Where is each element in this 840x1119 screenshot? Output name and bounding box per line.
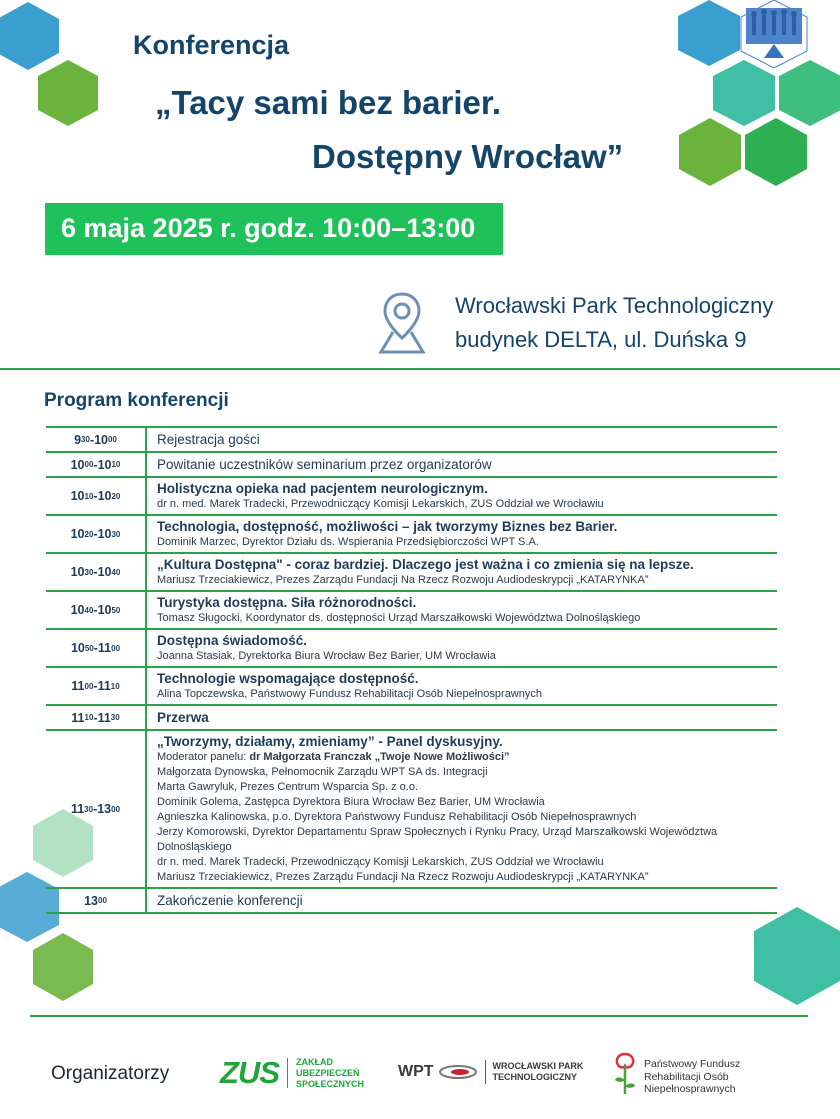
schedule-time: 11 10 - 11 30 bbox=[46, 706, 147, 729]
schedule-description bbox=[147, 453, 777, 476]
venue-line-1: Wrocławski Park Technologiczny bbox=[455, 293, 774, 318]
schedule-speaker: Agnieszka Kalinowska, p.o. Dyrektora Państwowy Fundusz Rehabilitacji Osób Niepełnosprawnych bbox=[157, 811, 637, 823]
schedule-description bbox=[147, 668, 777, 704]
wpt-logo-mark: WPT bbox=[398, 1063, 434, 1080]
wpt-logo-text: WROCŁAWSKI PARK TECHNOLOGICZNY bbox=[492, 1061, 584, 1082]
schedule-speaker: Mariusz Trzeciakiewicz, Prezes Zarządu Fundacji Na Rzecz Rozwoju Audiodeskrypcji „KATARYNKA” bbox=[157, 574, 649, 586]
schedule-time: 13 00 bbox=[46, 889, 147, 912]
pfron-flower-icon bbox=[612, 1050, 638, 1096]
schedule-speaker: Joanna Stasiak, Dyrektorka Biura Wrocław Bez Barier, UM Wrocławia bbox=[157, 650, 496, 662]
schedule-description bbox=[147, 554, 777, 590]
schedule-description bbox=[147, 630, 777, 666]
schedule-item-title: „Kultura Dostępna" - coraz bardziej. Dlaczego jest ważna i co zmienia się na lepsze. bbox=[157, 557, 694, 572]
hex-decoration-green-left bbox=[32, 933, 94, 1001]
organizers-label: Organizatorzy bbox=[51, 1063, 170, 1084]
schedule-description bbox=[147, 706, 777, 729]
schedule-row bbox=[46, 668, 777, 706]
schedule-speaker: Alina Topczewska, Państwowy Fundusz Rehabilitacji Osób Niepełnosprawnych bbox=[157, 688, 542, 700]
schedule-time: 10 20 - 10 30 bbox=[46, 516, 147, 552]
schedule-speaker: dr n. med. Marek Tradecki, Przewodniczący Komisji Lekarskich, ZUS Oddział we Wrocławiu bbox=[157, 498, 604, 510]
schedule-row bbox=[46, 478, 777, 516]
schedule-speaker: Jerzy Komorowski, Dyrektor Departamentu Spraw Społecznych i Rynku Pracy, Urząd Marszałkowski Województwa Dolnośląskiego bbox=[157, 826, 718, 853]
schedule-time: 11 00 - 11 10 bbox=[46, 668, 147, 704]
schedule-item-title: Technologia, dostępność, możliwości – jak tworzymy Biznes bez Barier. bbox=[157, 519, 618, 534]
schedule-item-title: Zakończenie konferencji bbox=[157, 893, 303, 908]
wpt-logo bbox=[398, 1060, 583, 1084]
hex-decoration-blue-topright bbox=[677, 0, 741, 66]
divider-top bbox=[0, 368, 840, 370]
schedule-row bbox=[46, 706, 777, 731]
schedule-time: 10 30 - 10 40 bbox=[46, 554, 147, 590]
schedule-row bbox=[46, 516, 777, 554]
schedule-description bbox=[147, 889, 777, 912]
zus-logo-mark: ZUS bbox=[220, 1055, 279, 1090]
schedule-row bbox=[46, 554, 777, 592]
location-pin-icon bbox=[377, 290, 427, 361]
schedule-description bbox=[147, 428, 777, 451]
schedule-item-title: Technologie wspomagające dostępność. bbox=[157, 671, 419, 686]
schedule-speaker: dr n. med. Marek Tradecki, Przewodniczący Komisji Lekarskich, ZUS Oddział we Wrocławiu bbox=[157, 856, 604, 868]
program-title: Program konferencji bbox=[44, 390, 229, 411]
title-line-2: „Tacy sami bez barier. bbox=[155, 84, 502, 121]
hex-decoration-green-right3 bbox=[744, 118, 808, 186]
schedule-description bbox=[147, 478, 777, 514]
title-line-1: Konferencja bbox=[133, 30, 290, 60]
schedule-row bbox=[46, 889, 777, 914]
schedule-description bbox=[147, 731, 777, 887]
schedule-time: 10 10 - 10 20 bbox=[46, 478, 147, 514]
schedule-item-title: Dostępna świadomość. bbox=[157, 633, 308, 648]
title-line-3: Dostępny Wrocław” bbox=[312, 138, 624, 175]
pfron-logo bbox=[612, 1050, 740, 1096]
hex-decoration-green-right1 bbox=[778, 60, 840, 126]
schedule-speaker: Tomasz Sługocki, Koordynator ds. dostępności Urząd Marszałkowski Województwa Dolnośląskiego bbox=[157, 612, 641, 624]
hex-decoration-teal-right-bottom bbox=[754, 907, 840, 1005]
schedule-table bbox=[46, 426, 777, 914]
schedule-time: 10 50 - 11 00 bbox=[46, 630, 147, 666]
wpt-logo-separator bbox=[485, 1060, 486, 1084]
schedule-speaker: Małgorzata Dynowska, Pełnomocnik Zarządu WPT SA ds. Integracji bbox=[157, 766, 488, 778]
hex-decoration-green-topleft bbox=[37, 60, 99, 126]
logo-people-hex-icon bbox=[740, 0, 808, 68]
zus-logo-separator bbox=[287, 1058, 288, 1088]
schedule-row bbox=[46, 426, 777, 453]
schedule-item-title: Rejestracja gości bbox=[157, 432, 260, 447]
schedule-item-title: Turystyka dostępna. Siła różnorodności. bbox=[157, 595, 417, 610]
schedule-description bbox=[147, 516, 777, 552]
schedule-row bbox=[46, 453, 777, 478]
divider-bottom bbox=[30, 1015, 808, 1017]
hex-decoration-green-right2 bbox=[678, 118, 742, 186]
schedule-description bbox=[147, 592, 777, 628]
wpt-swoosh-icon bbox=[438, 1063, 478, 1081]
schedule-time: 10 00 - 10 10 bbox=[46, 453, 147, 476]
venue-line-2: budynek DELTA, ul. Duńska 9 bbox=[455, 327, 747, 352]
zus-logo bbox=[220, 1055, 364, 1091]
pfron-logo-text: Państwowy Fundusz Rehabilitacji Osób Niepełnosprawnych bbox=[644, 1058, 741, 1095]
schedule-time: 10 40 - 10 50 bbox=[46, 592, 147, 628]
schedule-time: 11 30 - 13 00 bbox=[46, 731, 147, 887]
schedule-item-title: Holistyczna opieka nad pacjentem neurologicznym. bbox=[157, 481, 488, 496]
schedule-moderator: Moderator panelu: dr Małgorzata Franczak „Twoje Nowe Możliwości” bbox=[157, 751, 510, 763]
zus-logo-text: ZAKŁAD UBEZPIECZEŃ SPOŁECZNYCH bbox=[296, 1056, 365, 1089]
schedule-item-title: Przerwa bbox=[157, 710, 209, 725]
hex-decoration-teal-right1 bbox=[712, 60, 776, 126]
date-banner: 6 maja 2025 r. godz. 10:00–13:00 bbox=[45, 203, 503, 255]
schedule-speaker: Dominik Golema, Zastępca Dyrektora Biura Wrocław Bez Barier, UM Wrocławia bbox=[157, 796, 545, 808]
schedule-item-title: Powitanie uczestników seminarium przez organizatorów bbox=[157, 457, 492, 472]
schedule-speaker: Marta Gawryluk, Prezes Centrum Wsparcia Sp. z o.o. bbox=[157, 781, 419, 793]
schedule-row bbox=[46, 592, 777, 630]
schedule-speaker: Mariusz Trzeciakiewicz, Prezes Zarządu Fundacji Na Rzecz Rozwoju Audiodeskrypcji „KATARYNKA” bbox=[157, 871, 649, 883]
schedule-item-title: „Tworzymy, działamy, zmieniamy” - Panel dyskusyjny. bbox=[157, 734, 503, 749]
schedule-speaker: Dominik Marzec, Dyrektor Działu ds. Wspierania Przedsiębiorczości WPT S.A. bbox=[157, 536, 539, 548]
schedule-row bbox=[46, 630, 777, 668]
schedule-time: 9 30 - 10 00 bbox=[46, 428, 147, 451]
schedule-row bbox=[46, 731, 777, 889]
